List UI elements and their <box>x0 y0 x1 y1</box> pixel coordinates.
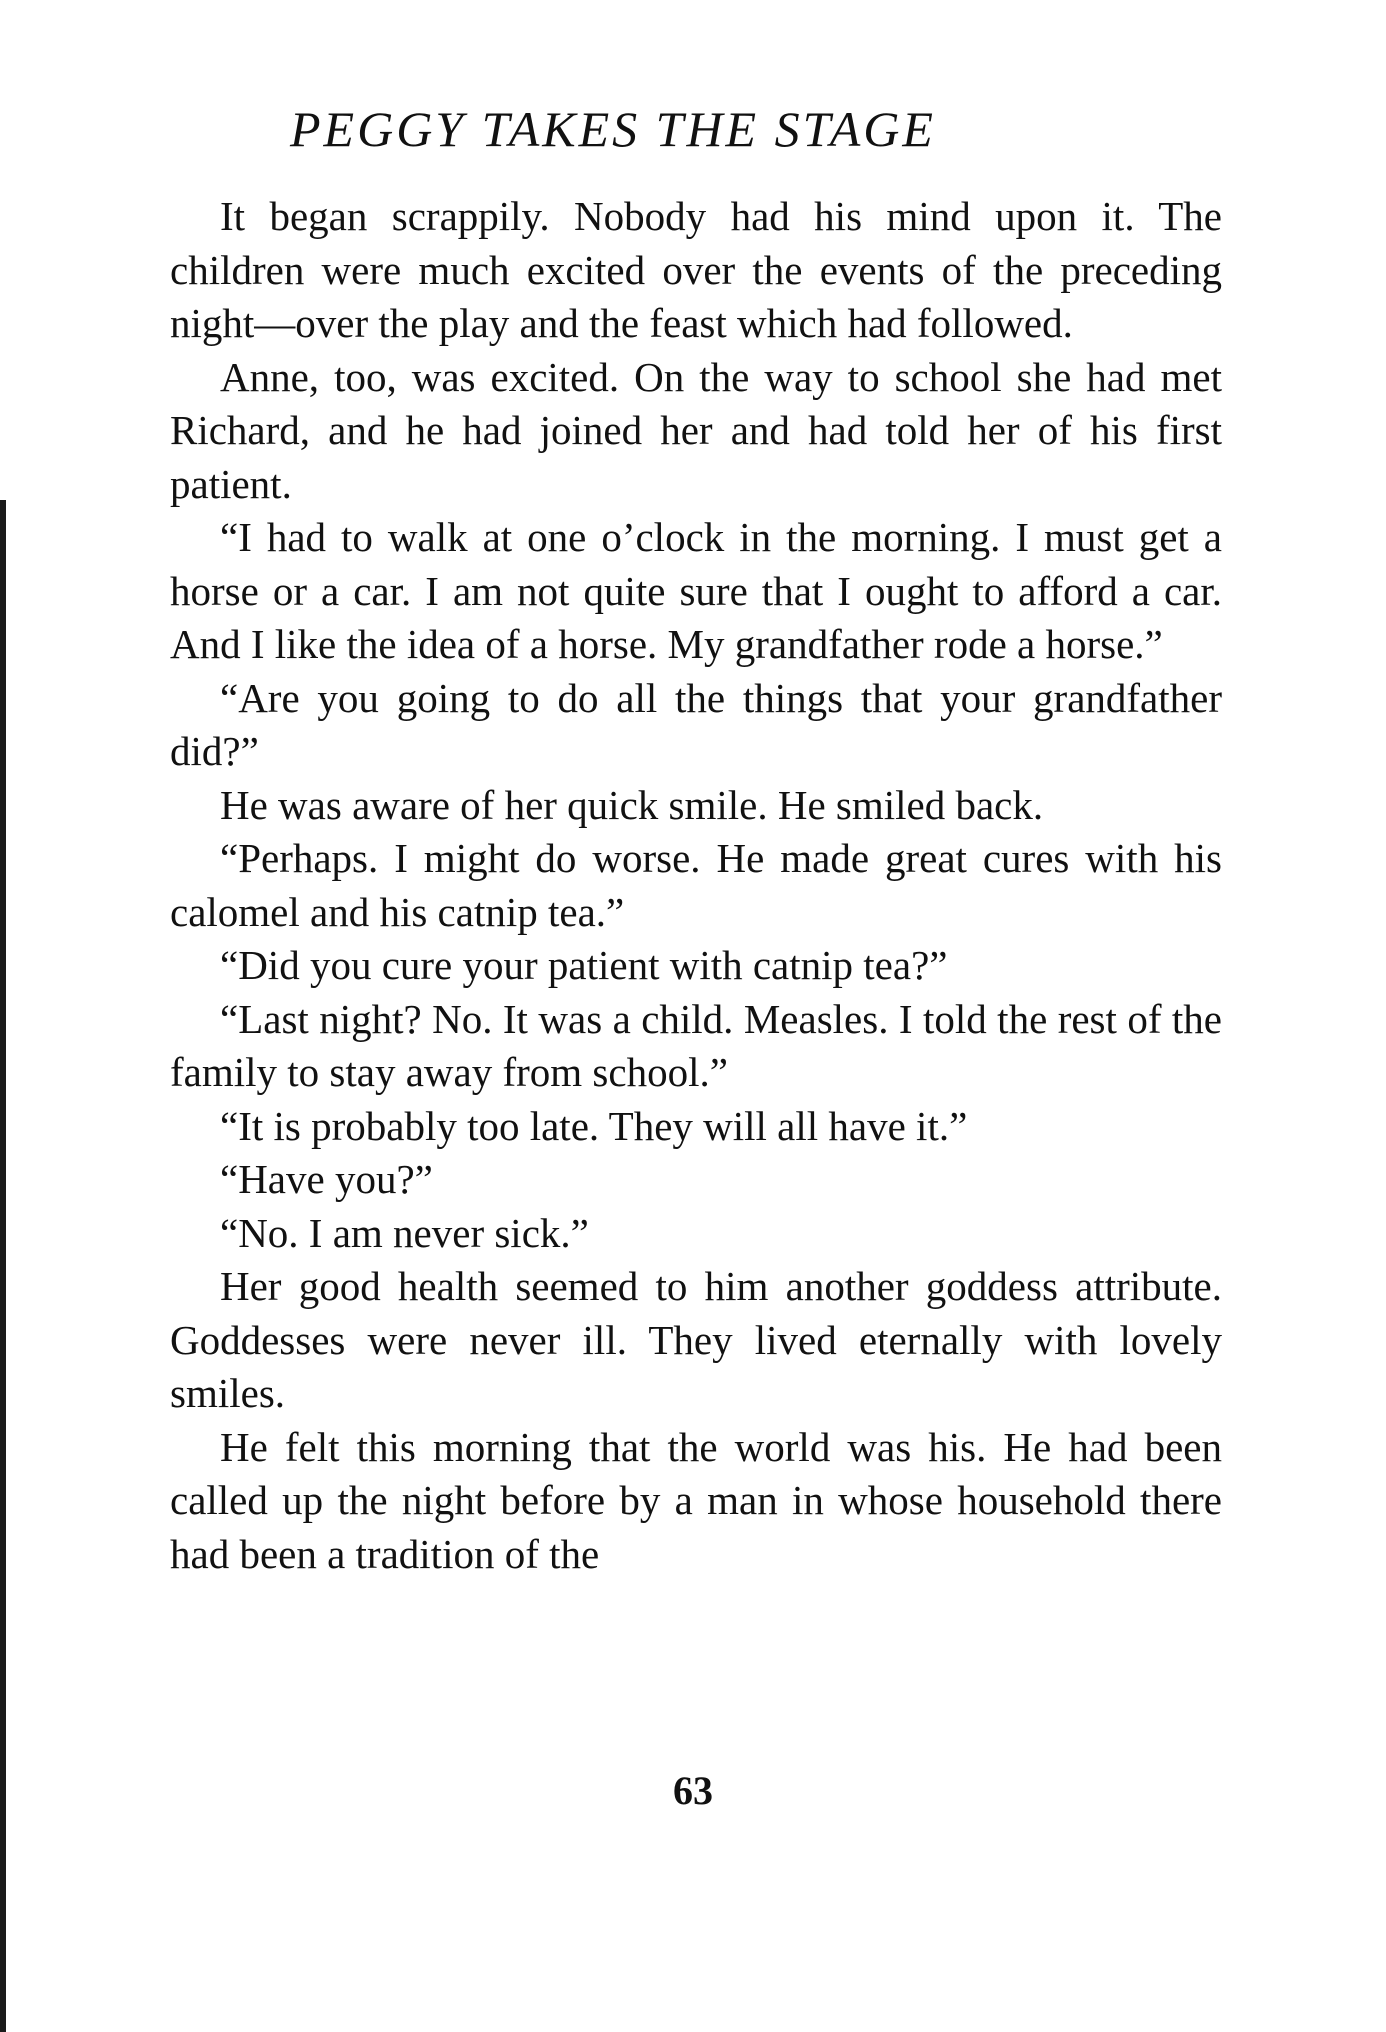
paragraph: Her good health seemed to him another goddess attribute. Goddesses were never ill. They lived eternally with lovely smiles. <box>170 1263 1222 1416</box>
paragraph: He was aware of her quick smile. He smiled back. <box>220 781 1044 828</box>
paragraph: “Are you going to do all the things that your grandfather did?” <box>170 674 1222 774</box>
paragraph: “Have you?” <box>220 1156 433 1202</box>
paragraph: “Last night? No. It was a child. Measles. I told the rest of the family to stay away from school.” <box>170 995 1222 1095</box>
running-head: PEGGY TAKES THE STAGE <box>290 101 936 157</box>
paragraph: He felt this morning that the world was his. He had been called up the night before by a man in whose household there had been a tradition of the <box>170 1423 1222 1577</box>
paragraph: Anne, too, was excited. On the way to school she had met Richard, and he had joined her and had told her of his first patient. <box>170 353 1222 507</box>
body-text <box>170 190 1222 1581</box>
paragraph: “It is probably too late. They will all have it.” <box>220 1102 968 1149</box>
paragraph: “No. I am never sick.” <box>220 1209 589 1256</box>
paragraph: “Perhaps. I might do worse. He made great cures with his calomel and his catnip tea.” <box>170 835 1222 935</box>
paragraph: “I had to walk at one o’clock in the morning. I must get a horse or a car. I am not quite sure that I ought to afford a car. And I like the idea of a horse. My grandfather rode a horse.” <box>170 514 1222 667</box>
page-number: 63 <box>673 1768 713 1813</box>
paragraph: It began scrappily. Nobody had his mind upon it. The children were much excited over the events of the preceding night—over the play and the feast which had followed. <box>170 193 1222 346</box>
paragraph: “Did you cure your patient with catnip tea?” <box>220 942 948 988</box>
